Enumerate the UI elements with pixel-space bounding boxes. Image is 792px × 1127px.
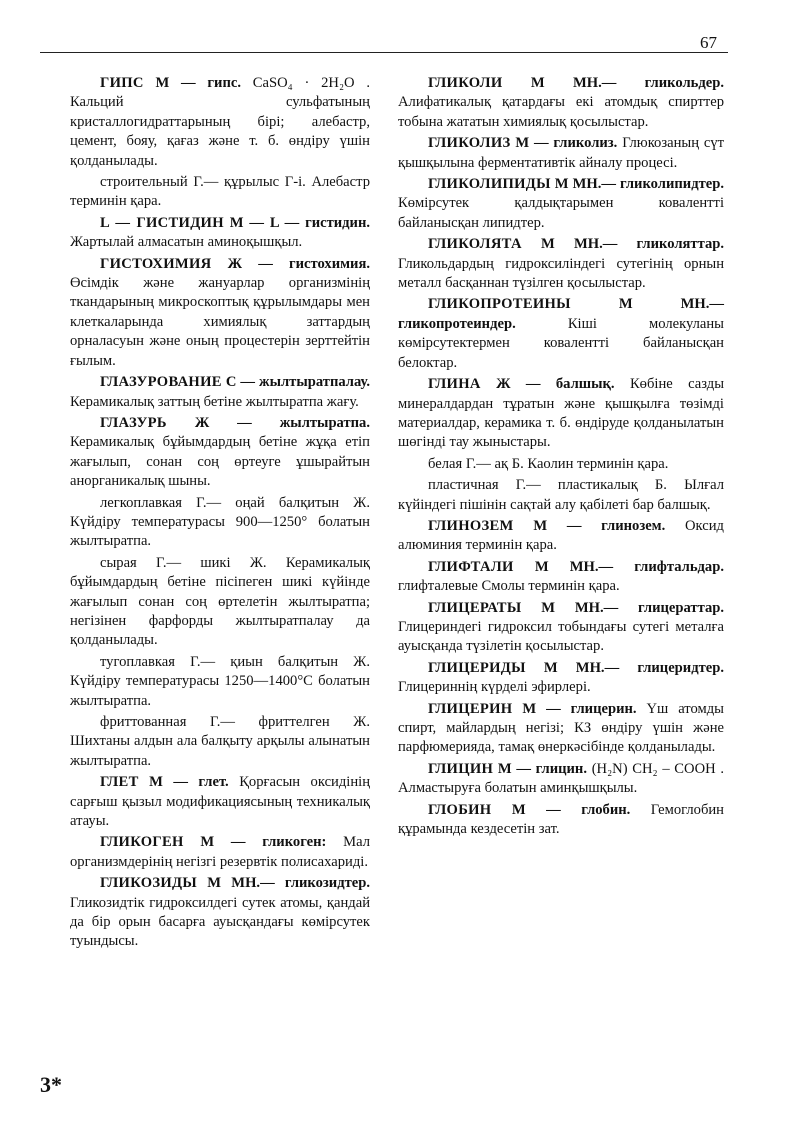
dictionary-entry: [398, 599, 724, 657]
sub-entry: строительный Г.— құрылыс Г-і. Алебастр терминін қара.: [70, 174, 370, 210]
entry-translation: М — глобин.: [511, 801, 631, 818]
dictionary-entry: [398, 134, 724, 173]
entry-definition: CaSO₄ · 2H₂O . Кальций сульфатының кристаллогидраттарының бірі; алебастр, цемент, бояу, қағаз және т. б. өндіру үшін қолданылады.: [70, 75, 371, 169]
entry-headword: ГЛИЦЕРИДЫ: [428, 659, 526, 676]
dictionary-entry: [70, 874, 370, 952]
dictionary-entry: [398, 295, 724, 373]
dictionary-entry: [398, 700, 724, 758]
entry-headword: ГЛАЗУРОВАНИЕ: [100, 374, 222, 391]
entry-definition: Керамикалық бұйымдардың бетіне жұқа етіп жағылып, сонан соң өртеуге ұшырайтын анорганикалық шыны.: [70, 434, 370, 490]
entry-translation: М МН.— гликозидтер.: [207, 875, 370, 892]
entry-definition: Гликольдардың гидроксиліндегі сутегінің орнын металл басқаннан түзілген қосылыстар.: [398, 255, 724, 292]
entry-headword: ГЛИКОЛИ: [428, 75, 503, 91]
entry-headword: ГЛИКОЛИЗ: [428, 135, 511, 152]
entry-translation: М МН.— гликольдер.: [530, 75, 724, 91]
dictionary-entry: [398, 235, 724, 293]
sub-entry: сырая Г.— шикі Ж. Керамикалық бұйымдардың бетіне пісіпеген шикі күйінде жағылып сонан соң өртелетін жылтыратпа; негізінен фарфорды жылтыратпалау да қолданылады.: [70, 554, 370, 649]
entry-definition: Өсімдік және жануарлар организмінің ткандарының микроскоптық құрылымдары мен клеткаларында химиялық заттардың орналасуын және оның процестерін зерттейтін ғылым.: [70, 275, 370, 369]
dictionary-entry: [398, 801, 724, 840]
dictionary-entry: [70, 214, 370, 253]
entry-definition: Кіші молекуланы көмірсутектермен коваленттi байланысқан белоктар.: [398, 315, 724, 371]
dictionary-entry: [70, 833, 370, 872]
entry-definition: Жартылай алмасатын аминоқышқыл.: [70, 234, 303, 251]
entry-definition: Глицериндегі гидроксил тобындағы сутегі металға ауысқанда түзілетін қосылыстар.: [398, 618, 724, 655]
entry-translation: М — L — гистидин.: [229, 214, 371, 231]
dictionary-entry: [398, 375, 724, 453]
entry-headword: ГЛИЦЕРИН: [428, 700, 513, 717]
entry-definition: Глицериннің күрделі эфирлері.: [398, 679, 591, 696]
entry-headword: ГЛИКОГЕН: [100, 834, 184, 851]
entry-headword: ГИСТОХИМИЯ: [100, 255, 212, 272]
entry-translation: М — глинозем.: [533, 517, 666, 534]
entry-translation: М МН.— гликопротеиндер.: [398, 296, 724, 332]
entry-definition: Гемоглобин құрамында кездесетін зат.: [398, 801, 724, 838]
dictionary-entry: [398, 74, 724, 132]
entry-headword: L — ГИСТИДИН: [100, 214, 224, 231]
entry-headword: ГЛИКОЛИПИДЫ: [428, 176, 551, 193]
entry-translation: М МН.— гликоляттар.: [541, 236, 725, 253]
entry-translation: М МН.— глицеридтер.: [543, 659, 725, 676]
sub-entry: пластичная Г.— пластикалық Б. Ылғал күйіндегі пішінін сақтай алу қабілеті бар балшық.: [398, 477, 724, 513]
entry-definition: глифталевые Смолы терминін қара.: [398, 578, 620, 595]
entry-headword: ГЛАЗУРЬ: [100, 414, 167, 431]
sub-entry: белая Г.— ақ Б. Каолин терминін қара.: [428, 455, 669, 472]
entry-translation: М — глицерин.: [522, 700, 637, 717]
entry-headword: ГЛИНА: [428, 376, 481, 393]
dictionary-entry: [398, 175, 724, 233]
right-column: [398, 74, 724, 841]
entry-headword: ГЛИНОЗЕМ: [428, 517, 514, 534]
footer-signature: 3*: [40, 1072, 62, 1097]
left-column: [70, 74, 370, 954]
dictionary-entry: [398, 517, 724, 556]
entry-translation: М — гликолиз.: [515, 135, 618, 152]
entry-definition: Глюкозаның сүт қышқылына ферментативтік айналу процесі.: [398, 135, 725, 171]
entry-translation: Ж — жылтыратпа.: [194, 414, 371, 431]
page-number: 67: [700, 33, 717, 52]
entry-headword: ГЛИЦЕРАТЫ: [428, 599, 522, 616]
dictionary-entry: [70, 414, 370, 492]
entry-definition: Қорғасын оксидінің сарғыш қызыл модификациясының техникалық атауы.: [70, 774, 371, 830]
entry-translation: М — гликоген:: [200, 834, 327, 851]
entry-headword: ГЛИКОПРОТЕИНЫ: [428, 296, 571, 313]
entry-definition: Мал организмдерінің негізгі резервтік полисахариді.: [70, 834, 370, 870]
entry-definition: Көмірсутек қалдықтарымен коваленттi байланысқан липидтер.: [398, 195, 724, 231]
dictionary-entry: [398, 760, 724, 799]
entry-headword: ГИПС: [100, 75, 144, 91]
entry-headword: ГЛИФТАЛИ: [428, 558, 514, 575]
entry-definition: (H₂N) CH₂ – COOH . Алмастыруға болатын аминқышқылы.: [398, 760, 724, 797]
sub-entry: легкоплавкая Г.— оңай балқитын Ж. Күйдіру температурасы 900—1250° болатын жылтыратпа.: [70, 494, 370, 550]
entry-headword: ГЛОБИН: [428, 801, 492, 818]
entry-translation: М — глет.: [149, 774, 229, 791]
entry-headword: ГЛИЦИН: [428, 760, 494, 777]
entry-definition: Алифатикалық қатардағы екі атомдық спирттер тобына жататын химиялық қосылыстар.: [398, 94, 724, 130]
entry-definition: Үш атомды спирт, майлардың негізі; КЗ өндіру үшін және парфюмерияда, тамақ өнеркәсібінде қолданылады.: [398, 700, 724, 756]
dictionary-entry: [398, 659, 724, 698]
dictionary-entry: [70, 773, 370, 831]
entry-headword: ГЛЕТ: [100, 774, 139, 791]
entry-translation: М МН.— глифтальдар.: [534, 558, 724, 575]
dictionary-entry: [398, 558, 724, 597]
entry-translation: М МН.— гликолипидтер.: [554, 176, 724, 193]
entry-definition: Көбіне сазды минералдардан тұратын және қышқылға төзімді материалдар, керамика т. б. өндіруде қолданылатын шөгінді тау жыныстары.: [398, 376, 724, 451]
entry-definition: Керамикалық заттың бетіне жылтыратпа жағу.: [70, 393, 359, 410]
entry-definition: Оксид алюминия терминін қара.: [398, 517, 724, 554]
header-rule: [40, 52, 728, 53]
entry-headword: ГЛИКОЛЯТА: [428, 236, 522, 253]
sub-entry: тугоплавкая Г.— қиын балқитын Ж. Күйдіру температурасы 1250—1400°С болатын жылтыратпа.: [70, 653, 370, 709]
entry-translation: Ж — балшық.: [496, 376, 615, 393]
entry-definition: Гликозидтік гидроксилдегі сутек атомы, қандай да бір орын басарға ауысқандағы көмірсутек туындысы.: [70, 894, 370, 950]
dictionary-entry: [70, 74, 370, 171]
sub-entry: фриттованная Г.— фриттелген Ж. Шихтаны алдын ала балқыту арқылы алынатын жылтыратпа.: [70, 714, 370, 769]
entry-translation: Ж — гистохимия.: [227, 255, 370, 272]
entry-translation: М — гипс.: [155, 75, 241, 91]
entry-translation: М МН.— глицераттар.: [541, 599, 725, 616]
entry-translation: М — глицин.: [497, 760, 587, 777]
entry-headword: ГЛИКОЗИДЫ: [100, 875, 198, 892]
entry-translation: С — жылтыратпалау.: [225, 374, 371, 391]
dictionary-entry: [70, 373, 370, 412]
dictionary-entry: [70, 255, 370, 371]
